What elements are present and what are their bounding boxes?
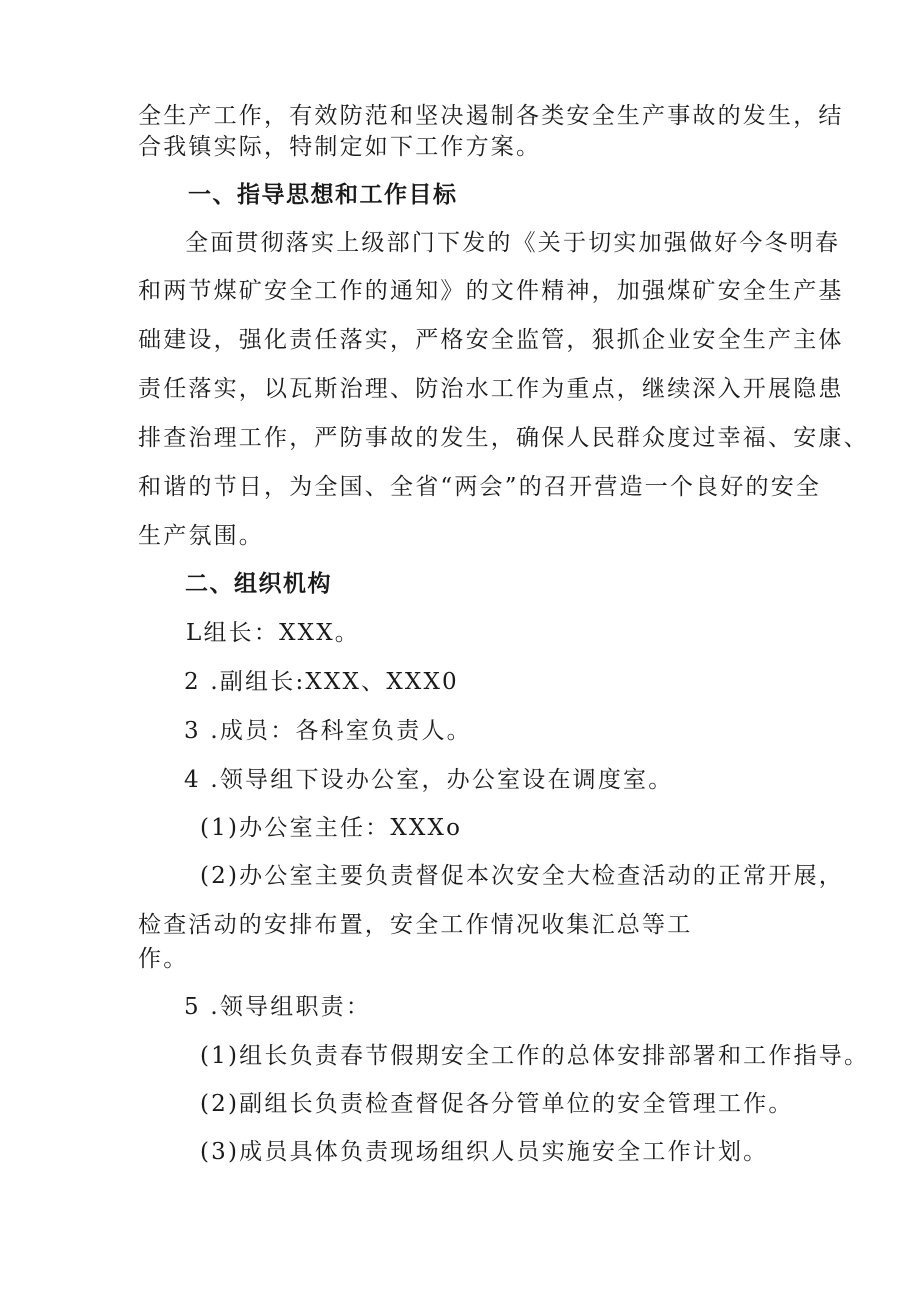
section1-paragraph-line: 全面贯彻落实上级部门下发的《关于切实加强做好今冬明春 [185, 230, 841, 256]
section1-paragraph-line: 排查治理工作，严防事故的发生，确保人民群众度过幸福、安康、 [138, 425, 869, 451]
section2-heading: 二、组织机构 [185, 571, 332, 597]
section1-paragraph-line: 和两节煤矿安全工作的通知》的文件精神，加强煤矿安全生产基 [138, 278, 844, 304]
section1-paragraph-line: 生产氛围。 [138, 523, 264, 549]
section1-paragraph-line: 和谐的节日，为全国、全省“两会”的召开营造一个良好的安全 [138, 474, 822, 500]
section1-paragraph-line: 础建设，强化责任落实，严格安全监管，狠抓企业安全生产主体 [138, 327, 844, 353]
duties-title: 5 .领导组职责： [184, 994, 372, 1020]
section1-paragraph-line: 责任落实，以瓦斯治理、防治水工作为重点，继续深入开展隐患 [138, 376, 844, 402]
org-item-deputy: 2 .副组长:XXX、XXX0 [184, 669, 459, 695]
org-item-office: 4 .领导组下设办公室，办公室设在调度室。 [184, 767, 674, 793]
office-duty-line: 检查活动的安排布置，安全工作情况收集汇总等工 [138, 912, 693, 938]
duty-item: (1)组长负责春节假期安全工作的总体安排部署和工作指导。 [200, 1043, 870, 1069]
office-duty-line: (2)办公室主要负责督促本次安全大检查活动的正常开展， [200, 863, 844, 889]
section1-heading: 一、指导思想和工作目标 [188, 182, 458, 208]
office-director: (1)办公室主任：XXXo [200, 815, 463, 841]
intro-line-1: 全生产工作，有效防范和坚决遏制各类安全生产事故的发生，结 [138, 103, 844, 129]
org-item-members: 3 .成员：各科室负责人。 [184, 718, 472, 744]
office-duty-line: 作。 [138, 946, 189, 972]
duty-item: (3)成员具体负责现场组织人员实施安全工作计划。 [200, 1139, 769, 1165]
intro-line-2: 合我镇实际，特制定如下工作方案。 [138, 134, 542, 160]
org-item-leader: L组长：XXX。 [186, 620, 360, 646]
duty-item: (2)副组长负责检查督促各分管单位的安全管理工作。 [200, 1091, 794, 1117]
